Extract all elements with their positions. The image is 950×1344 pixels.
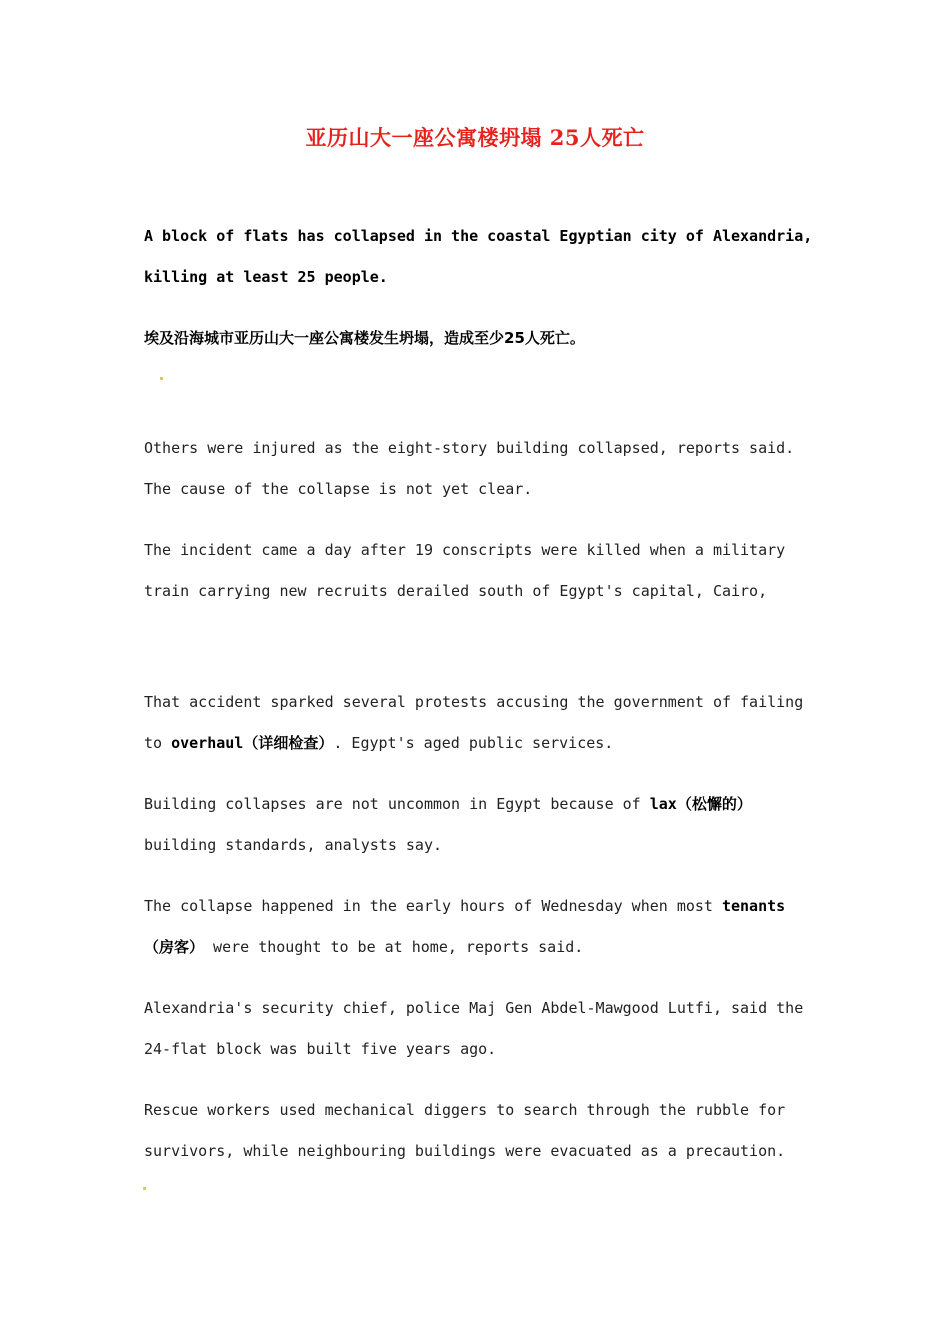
paragraph-collapse-time [144, 886, 814, 968]
lead-paragraph-chinese: 埃及沿海城市亚历山大一座公寓楼发生坍塌，造成至少25人死亡。 [144, 329, 585, 347]
vocab-term-lax [650, 795, 752, 813]
paragraph-standards-text-2: building standards, analysts say. [144, 836, 443, 854]
scan-artifact-dot [143, 1187, 146, 1190]
paragraph-time-text-1: The collapse happened in the early hours of Wednesday when most [144, 897, 722, 915]
vocab-term-word: tenants [721, 897, 786, 915]
vocab-term-overhaul [171, 734, 333, 752]
paragraph-protests-text-1: That accident sparked several protests accusing the government of failing to [144, 693, 804, 752]
paragraph-security-chief: Alexandria's security chief, police Maj Gen Abdel-Mawgood Lutfi, said the 24-flat block was built five years ago. [144, 999, 804, 1058]
paragraph-injured: Others were injured as the eight-story building collapsed, reports said. The cause of the collapse is not yet clear. [144, 439, 795, 498]
paragraph-building-standards [144, 784, 814, 866]
vocab-term-word: lax [649, 795, 677, 813]
paragraph-protests-text-2: . Egypt's aged public services. [333, 734, 614, 752]
vocab-term-word: overhaul [171, 734, 244, 752]
vocab-term-gloss: （房客） [144, 938, 205, 956]
paragraph-train-incident: The incident came a day after 19 conscripts were killed when a military train carrying new recruits derailed south of Egypt's capital, Cairo, [144, 541, 786, 600]
paragraph-time-text-2: were thought to be at home, reports said. [204, 938, 584, 956]
vocab-term-gloss: （松懈的） [676, 795, 752, 813]
article-title: 亚历山大一座公寓楼坍塌 25人死亡 [305, 125, 645, 150]
paragraph-standards-text-1: Building collapses are not uncommon in Egypt because of [144, 795, 650, 813]
vocab-term-gloss: （详细检查） [243, 734, 334, 752]
paragraph-protests [144, 682, 814, 764]
lead-paragraph-english: A block of flats has collapsed in the coastal Egyptian city of Alexandria, killing at least 25 people. [144, 227, 813, 286]
scan-artifact-dot [160, 377, 163, 380]
paragraph-rescue: Rescue workers used mechanical diggers to search through the rubble for survivors, while neighbouring buildings were evacuated as a precaution. [144, 1101, 786, 1160]
